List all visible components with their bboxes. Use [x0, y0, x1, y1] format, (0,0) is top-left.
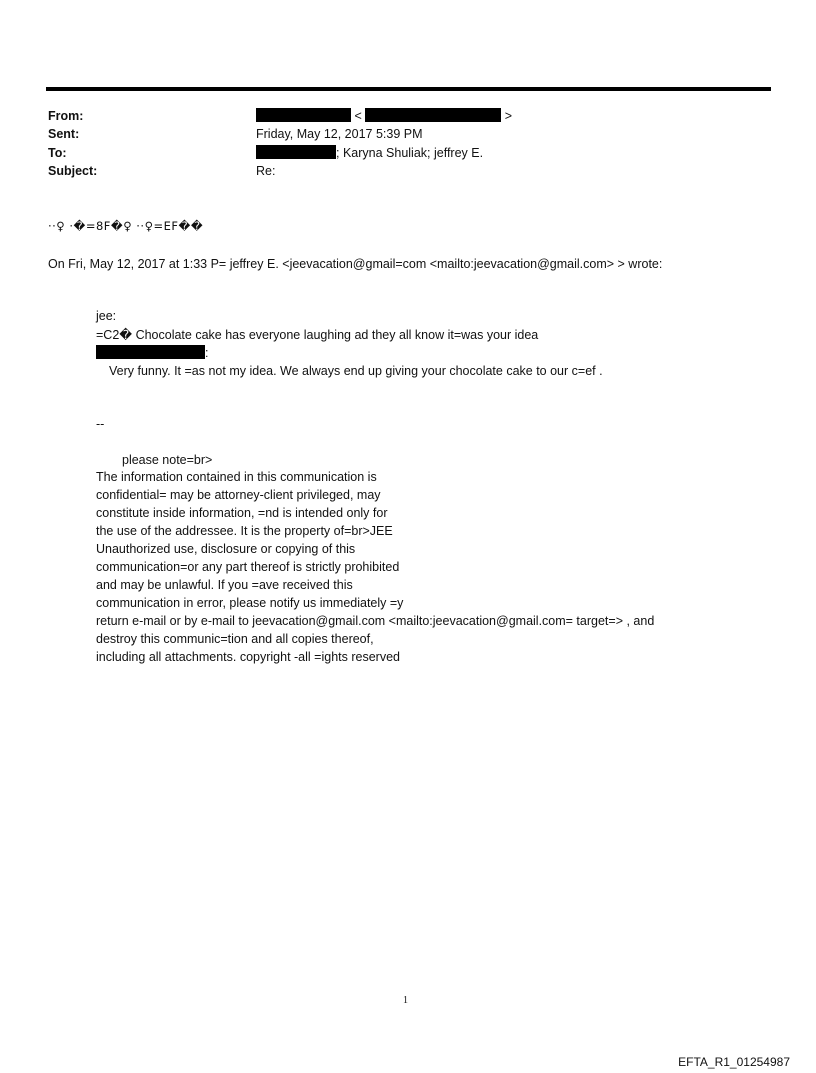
- disclaimer-line: The information contained in this communication is: [96, 470, 377, 484]
- subject-value: Re:: [256, 164, 276, 178]
- disclaimer-line: communication in error, please notify us immediately =y: [96, 596, 404, 610]
- salutation: jee:: [96, 309, 117, 323]
- cake-line: =C2� Chocolate cake has everyone laughing ad they all know it=was your idea: [96, 328, 539, 342]
- disclaimer-line: Unauthorized use, disclosure or copying of this: [96, 542, 356, 556]
- sent-label: Sent:: [48, 127, 80, 141]
- disclaimer-line: communication=or any part thereof is strictly prohibited: [96, 560, 400, 574]
- page-number: 1: [403, 995, 408, 1006]
- from-value: [256, 107, 512, 125]
- redaction-block: [365, 108, 501, 122]
- redaction-block: [96, 345, 205, 359]
- header-divider: [46, 87, 771, 91]
- garbled-symbols-line: ··♀ ·�=8F�♀ ··♀=EF��: [48, 219, 204, 233]
- to-recipients: ; Karyna Shuliak; jeffrey E.: [336, 146, 484, 160]
- disclaimer-line: including all attachments. copyright -all =ights reserved: [96, 650, 400, 664]
- disclaimer-line: constitute inside information, =nd is intended only for: [96, 506, 388, 520]
- sent-value: Friday, May 12, 2017 5:39 PM: [256, 127, 423, 141]
- redaction-block: [256, 145, 336, 159]
- disclaimer-line: confidential= may be attorney-client privileged, may: [96, 488, 381, 502]
- bates-stamp: EFTA_R1_01254987: [678, 1055, 790, 1069]
- signature-separator: --: [96, 417, 105, 431]
- subject-label: Subject:: [48, 164, 98, 178]
- colon: :: [205, 346, 209, 360]
- redacted-name-line: [96, 344, 208, 362]
- disclaimer-block: [96, 468, 654, 666]
- to-value: [256, 144, 483, 162]
- reply-line: Very funny. It =as not my idea. We always end up giving your chocolate cake to our c=ef .: [109, 364, 603, 378]
- from-open-bracket: <: [354, 109, 362, 123]
- from-label: From:: [48, 109, 84, 123]
- disclaimer-line: and may be unlawful. If you =ave received this: [96, 578, 353, 592]
- from-close-bracket: >: [504, 109, 513, 123]
- please-note: please note=br>: [122, 453, 213, 467]
- to-label: To:: [48, 146, 67, 160]
- quote-intro: On Fri, May 12, 2017 at 1:33 P= jeffrey E. <jeevacation@gmail=com <mailto:jeevacation@gmail.com> > wrote:: [48, 257, 663, 271]
- redaction-block: [256, 108, 351, 122]
- disclaimer-line: the use of the addressee. It is the property of=br>JEE: [96, 524, 393, 538]
- disclaimer-line: destroy this communic=tion and all copies thereof,: [96, 632, 374, 646]
- disclaimer-line: return e-mail or by e-mail to jeevacation@gmail.com <mailto:jeevacation@gmail.com= target=> , and: [96, 614, 655, 628]
